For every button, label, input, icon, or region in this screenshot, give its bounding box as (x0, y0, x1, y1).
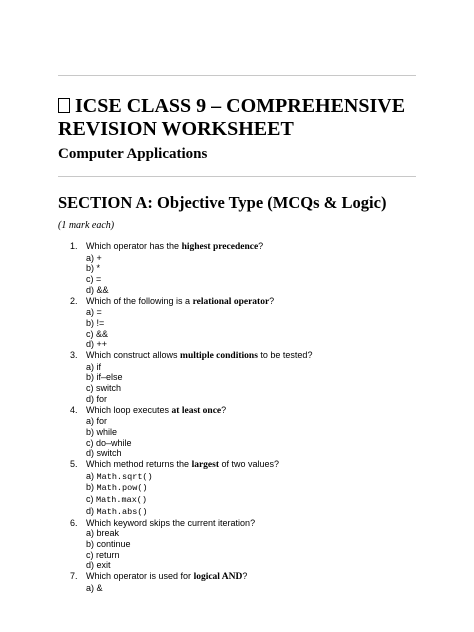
option-text: && (96, 328, 109, 339)
option-label: c) (86, 437, 96, 448)
question-item (58, 459, 418, 518)
question-number: 6. (70, 517, 78, 528)
option-text: + (96, 252, 102, 263)
option-label: a) (86, 470, 97, 481)
question-list (58, 241, 418, 594)
option-label: b) (86, 263, 97, 274)
question-text-plain: Which loop executes (86, 404, 172, 415)
question-item (58, 296, 418, 351)
section-a-title: SECTION A: Objective Type (MCQs & Logic) (58, 193, 387, 212)
question-text-plain: ? (269, 295, 275, 306)
question-item (58, 350, 418, 405)
answer-option (86, 372, 418, 383)
question-text-plain: ? (242, 571, 248, 582)
option-label: d) (86, 505, 97, 516)
option-label: d) (86, 448, 97, 459)
option-label: a) (86, 416, 97, 427)
option-label: a) (86, 252, 97, 263)
answer-option (86, 394, 418, 405)
answer-option (86, 494, 418, 506)
question-text-plain: of two values? (219, 459, 280, 470)
option-text: ++ (96, 339, 108, 350)
option-text: switch (96, 448, 122, 459)
question-number: 2. (70, 295, 78, 306)
answer-option (86, 383, 418, 394)
answer-option (86, 274, 418, 285)
answer-option (86, 285, 418, 296)
answer-option (86, 329, 418, 340)
option-label: b) (86, 426, 97, 437)
answer-option (86, 482, 418, 494)
option-label: c) (86, 328, 96, 339)
question-text (86, 241, 418, 253)
option-label: a) (86, 582, 97, 593)
option-label: d) (86, 284, 97, 295)
option-text: Math.pow() (96, 483, 148, 494)
answer-option (86, 560, 418, 571)
option-list (86, 307, 418, 350)
question-text (86, 571, 418, 583)
option-label: d) (86, 339, 97, 350)
option-text: * (96, 263, 101, 274)
answer-option (86, 263, 418, 274)
question-text-plain: Which operator is used for (86, 571, 194, 582)
option-label: c) (86, 549, 96, 560)
box-glyph-icon (58, 98, 70, 113)
option-text: for (96, 416, 108, 427)
option-text: if–else (96, 372, 123, 383)
question-item (58, 518, 418, 572)
page-title (58, 95, 428, 141)
answer-option (86, 583, 418, 594)
option-list (86, 416, 418, 459)
option-list (86, 471, 418, 518)
option-text: while (96, 426, 118, 437)
option-text: break (96, 528, 120, 539)
option-text: for (96, 393, 108, 404)
question-text (86, 350, 418, 362)
option-label: b) (86, 372, 97, 383)
option-label: a) (86, 528, 97, 539)
question-text-emphasis: multiple conditions (180, 351, 258, 362)
option-text: Math.sqrt() (96, 471, 153, 482)
answer-option (86, 438, 418, 449)
question-text-plain: Which keyword skips the current iteration? (86, 517, 256, 528)
answer-option (86, 427, 418, 438)
question-text-plain: ? (258, 241, 264, 251)
question-text-emphasis: at least once (171, 405, 222, 416)
question-number: 4. (70, 404, 78, 415)
question-text-emphasis: highest precedence (181, 242, 259, 252)
option-text: = (96, 307, 102, 318)
question-text (86, 459, 418, 471)
question-number: 1. (70, 241, 78, 251)
question-item (58, 571, 418, 593)
question-text (86, 518, 418, 529)
answer-option (86, 448, 418, 459)
option-text: exit (96, 560, 111, 571)
answer-option (86, 528, 418, 539)
option-text: && (96, 284, 109, 295)
question-text-plain: Which operator has the (86, 241, 182, 251)
answer-option (86, 253, 418, 264)
question-text-plain: Which method returns the (86, 459, 192, 470)
answer-option (86, 307, 418, 318)
option-label: b) (86, 317, 97, 328)
answer-option (86, 550, 418, 561)
question-number: 5. (70, 459, 78, 470)
option-label: c) (86, 383, 96, 394)
question-text-plain: Which of the following is a (86, 295, 193, 306)
option-text: != (96, 317, 105, 328)
option-text: return (96, 549, 120, 560)
option-label: d) (86, 393, 97, 404)
option-list (86, 253, 418, 296)
marks-note: (1 mark each) (58, 220, 115, 231)
option-text: & (96, 582, 103, 593)
answer-option (86, 471, 418, 483)
option-label: a) (86, 361, 97, 372)
answer-option (86, 506, 418, 518)
option-label: d) (86, 560, 97, 571)
question-number: 7. (70, 571, 78, 582)
page-subtitle: Computer Applications (58, 146, 208, 162)
option-list (86, 528, 418, 571)
option-label: b) (86, 538, 97, 549)
question-item (58, 405, 418, 460)
option-text: switch (96, 383, 122, 394)
option-list (86, 362, 418, 405)
question-text-emphasis: largest (191, 460, 219, 471)
answer-option (86, 318, 418, 329)
question-text (86, 296, 418, 308)
question-text-plain: Which construct allows (86, 350, 181, 361)
option-text: if (96, 361, 102, 372)
question-text-plain: to be tested? (257, 350, 313, 361)
option-label: c) (86, 494, 96, 505)
option-label: b) (86, 482, 97, 493)
answer-option (86, 339, 418, 350)
option-text: do–while (96, 437, 132, 448)
question-item (58, 241, 418, 296)
page-title-text: ICSE CLASS 9 – COMPREHENSIVE REVISION WORKSHEET (58, 95, 406, 140)
question-number: 3. (70, 350, 78, 361)
top-divider (58, 75, 416, 76)
option-label: a) (86, 307, 97, 318)
option-text: Math.abs() (96, 506, 148, 517)
question-text-emphasis: relational operator (192, 296, 270, 307)
option-label: c) (86, 274, 96, 285)
option-text: continue (96, 538, 131, 549)
answer-option (86, 416, 418, 427)
answer-option (86, 539, 418, 550)
question-text-emphasis: logical AND (193, 572, 243, 583)
option-text: = (96, 274, 102, 285)
answer-option (86, 362, 418, 373)
question-text-plain: ? (221, 404, 227, 415)
option-list (86, 583, 418, 594)
option-text: Math.max() (96, 495, 148, 506)
section-divider (58, 176, 416, 177)
question-text (86, 405, 418, 417)
